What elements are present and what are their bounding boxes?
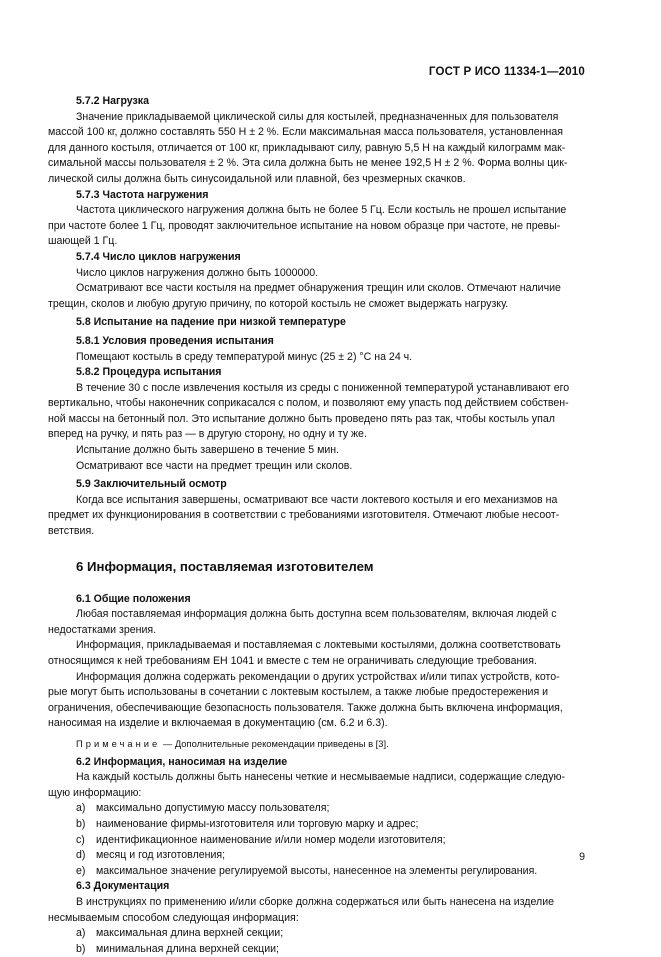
heading-5-8-2: 5.8.2 Процедура испытания [76, 366, 222, 379]
heading-section-6: 6 Информация, поставляемая изготовителем [76, 558, 374, 574]
list-text: минимальная длина верхней секции; [96, 942, 279, 955]
heading-6-2: 6.2 Информация, наносимая на изделие [76, 755, 288, 768]
paragraph-6-2-intro [48, 770, 584, 801]
text-line: щую информацию: [48, 786, 142, 799]
list-6-3 [48, 926, 584, 957]
list-text: максимальное значение регулируемой высоты, нанесенное на элементы регулирования. [96, 864, 538, 877]
paragraph-5-8-2-duration: Испытание должно быть завершено в течение 5 мин. [76, 444, 340, 457]
heading-6-1: 6.1 Общие положения [76, 592, 191, 605]
paragraph-5-7-4-cycles: Число циклов нагружения должно быть 1000000. [76, 266, 319, 279]
list-6-2 [48, 801, 584, 879]
list-marker: a) [76, 802, 86, 815]
paragraph-5-9 [48, 493, 584, 540]
paragraph-5-7-3 [48, 203, 584, 250]
paragraph-5-8-2 [48, 381, 584, 443]
list-text: максимально допустимую массу пользователя; [96, 802, 330, 815]
standard-header: ГОСТ Р ИСО 11334-1—2010 [428, 66, 585, 78]
text-line: вперед на ручку, и пять раз — в другую сторону, но одну и ту же. [48, 428, 367, 441]
text-line: предмет их функционирования в соответствии с требованиями изготовителя. Отмечают любые несоот- [48, 509, 560, 522]
heading-5-9: 5.9 Заключительный осмотр [76, 478, 227, 491]
text-line: для данного костыля, отличается от 100 кг, прикладывают силу, равную 5,5 Н на каждый килограмм мак- [48, 141, 566, 154]
list-marker: c) [76, 833, 85, 846]
heading-5-8: 5.8 Испытание на падение при низкой температуре [76, 316, 346, 329]
list-text: идентификационное наименование и/или номер модели изготовителя; [96, 833, 446, 846]
text-line: В течение 30 с после извлечения костыля из среды с пониженной температурой устанавливают его [76, 381, 570, 394]
heading-5-8-1: 5.8.1 Условия проведения испытания [76, 334, 274, 347]
list-text: наименование фирмы-изготовителя или торговую марку и адрес; [96, 817, 419, 830]
paragraph-6-3-intro [48, 895, 584, 926]
text-line: относящимся к ней требованиям ЕН 1041 и вместе с тем не ограничивать следующие требования. [48, 655, 537, 667]
paragraph-5-8-1: Помещают костыль в среду температурой минус (25 ± 2) °С на 24 ч. [76, 350, 413, 363]
text-line: массой 100 кг, должно составлять 550 Н ± 2 %. Если максимальная масса пользователя, установленная [48, 126, 564, 139]
heading-5-7-3: 5.7.3 Частота нагружения [76, 188, 209, 201]
paragraph-6-1-accessibility [48, 607, 584, 638]
list-item [48, 801, 584, 817]
text-line: ной массы на бетонный пол. Это испытание должно быть проведено пять раз так, чтобы костыль упал [48, 412, 555, 425]
text-line: Любая поставляемая информация должна быть доступна всем пользователям, включая людей с [76, 608, 557, 621]
text-line: недостатками зрения. [48, 623, 157, 636]
list-item [48, 833, 584, 849]
paragraph-6-1-recommendations [48, 670, 584, 732]
text-line: В инструкциях по применению и/или сборке должна содержаться или быть нанесена на изделие [76, 895, 555, 908]
paragraph-5-7-2 [48, 110, 584, 188]
heading-6-3: 6.3 Документация [76, 880, 170, 893]
text-line: Информация, прикладываемая и поставляемая с локтевыми костылями, должна соответствовать [76, 639, 561, 652]
text-line: несмываемым способом следующая информация: [48, 911, 299, 924]
list-marker: a) [76, 927, 86, 940]
text-line: Информация должна содержать рекомендации о других устройствах и/или типах устройств, кото- [76, 670, 560, 683]
note [48, 736, 584, 752]
paragraph-6-1-en1041 [48, 638, 584, 669]
list-item [48, 817, 584, 833]
list-marker: b) [76, 942, 86, 955]
heading-5-7-4: 5.7.4 Число циклов нагружения [76, 250, 241, 263]
text-line: Значение прикладываемой циклической силы для костылей, предназначенных для пользователя [76, 110, 559, 123]
text-line: вертикально, чтобы наконечник соприкасался с полом, и позволяют ему упасть под действием собствен- [48, 397, 569, 410]
heading-5-7-2: 5.7.2 Нагрузка [76, 95, 150, 107]
text-line: симальной массы пользователя ± 2 %. Эта сила должна быть не менее 192,5 Н ± 2 %. Форма волны цик- [48, 157, 568, 170]
list-marker: b) [76, 817, 86, 830]
text-line: шающей 1 Гц. [48, 235, 118, 248]
text-line: рые могут быть использованы в сочетании с локтевым костылем, а также любые предостережения и [48, 686, 549, 699]
paragraph-5-7-4-inspection [48, 281, 584, 312]
list-item [48, 848, 584, 864]
list-item [48, 864, 584, 880]
text-line: Частота циклического нагружения должна быть не более 5 Гц. Если костыль не прошел испытание [76, 204, 567, 217]
page-number: 9 [579, 851, 585, 863]
text-line: ветствия. [48, 525, 95, 538]
list-text: месяц и год изготовления; [96, 849, 226, 862]
text-line: На каждый костыль должны быть нанесены четкие и несмываемые надписи, содержащие следую- [76, 771, 566, 784]
list-text: максимальная длина верхней секции; [96, 927, 284, 940]
text-line: наносимая на изделие и включаемая в документацию (см. 6.2 и 6.3). [48, 717, 388, 730]
page-body [48, 94, 584, 957]
note-label: Примечание [76, 737, 161, 749]
text-line: лической силы должна быть синусоидальной или плавной, без чрезмерных скачков. [48, 172, 466, 185]
text-line: трещин, сколов и любую другую причину, по которой костыль не сможет выдержать нагрузку. [48, 297, 509, 310]
list-marker: d) [76, 849, 86, 862]
list-item [48, 926, 584, 942]
text-line: Когда все испытания завершены, осматривают все части локтевого костыля и его механизмов на [76, 493, 558, 506]
text-line: ограничения, обеспечивающие безопасность пользователя. Также должна быть включена информация, [48, 701, 563, 714]
text-line: Осматривают все части костыля на предмет обнаружения трещин или сколов. Отмечают наличие [76, 282, 561, 295]
text-line: при частоте более 1 Гц, проводят заключительное испытание на новом образце при частоте, не превы- [48, 219, 561, 232]
list-item [48, 942, 584, 957]
list-marker: e) [76, 864, 86, 877]
note-text: — Дополнительные рекомендации приведены в [3]. [160, 737, 389, 749]
paragraph-5-8-2-inspection: Осматривают все части на предмет трещин или сколов. [76, 459, 353, 472]
